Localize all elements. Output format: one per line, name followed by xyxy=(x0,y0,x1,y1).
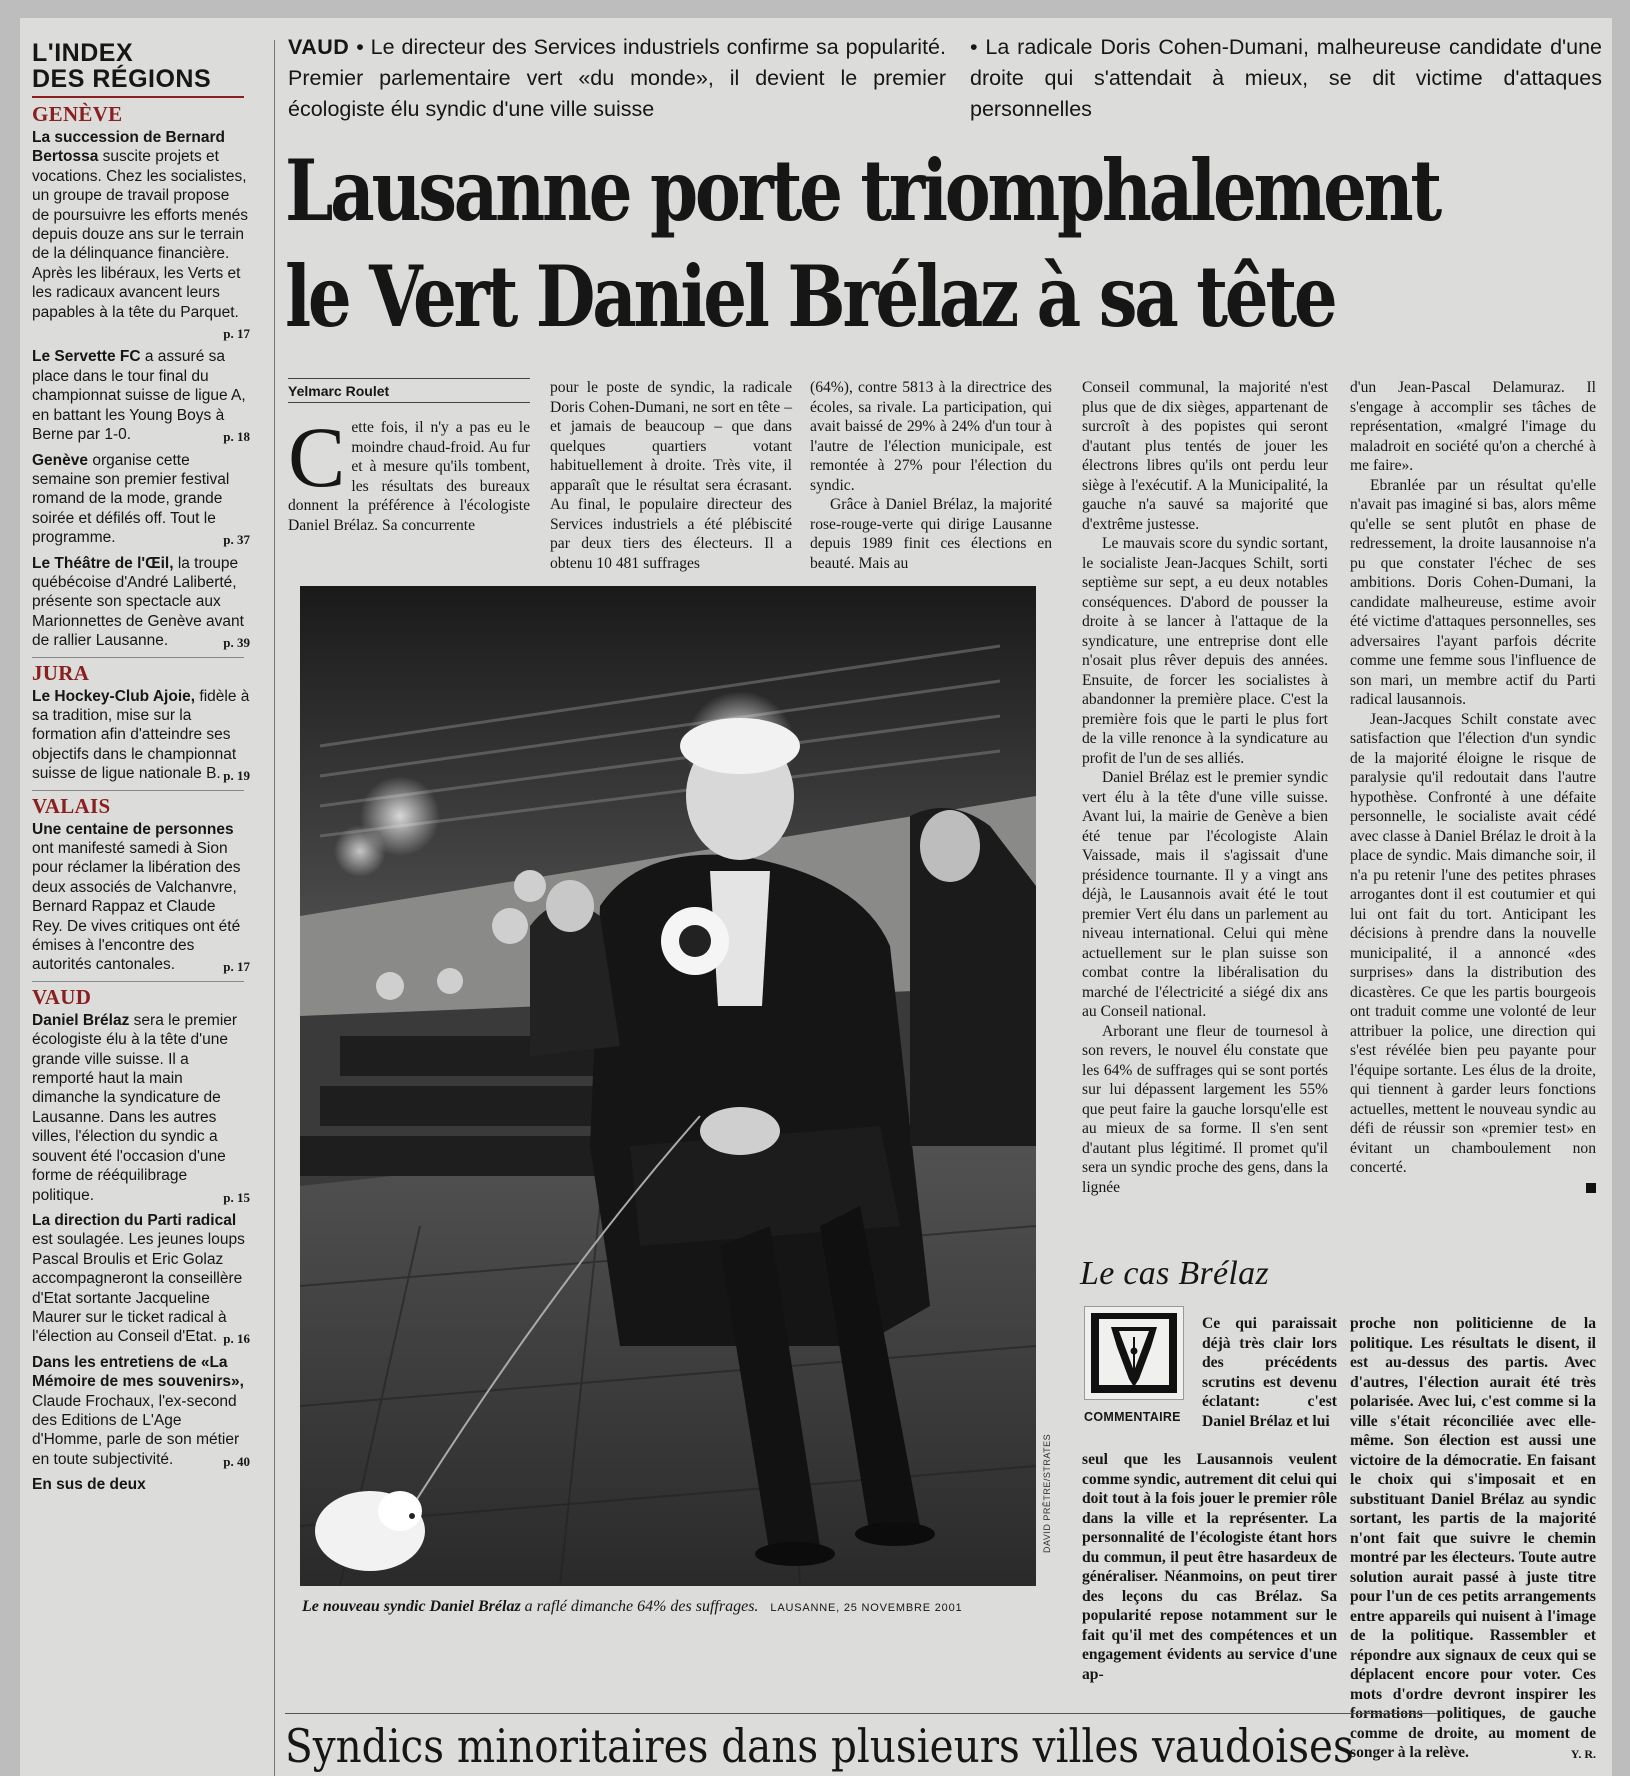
entry-page: p. 15 xyxy=(223,1189,250,1205)
region-geneve: GENÈVE xyxy=(32,102,123,126)
commentary-text: seul que les Lausannois veulent comme syndic, autrement dit celui qui doit tout à la fois jouer le premier rôle dans la ville et la représenter. La personnalité de l'écologiste étant hors du commun, il peut être hasardeux de généraliser. Néanmoins, on peut tirer des leçons du cas Brélaz. Sa popularité repose notamment sur le fait qu'il met des compétences et un engagement évidents au service d'une ap- xyxy=(1082,1451,1337,1683)
entry-lead: Le Hockey-Club Ajoie, xyxy=(32,687,196,705)
index-entry[interactable] xyxy=(32,451,250,550)
article-column-4 xyxy=(1082,378,1328,1197)
deck-left xyxy=(288,32,946,125)
article-text: Grâce à Daniel Brélaz, la majorité rose-rouge-verte qui dirige Lausanne depuis 1989 finit ces élections en beauté. Mais au xyxy=(810,496,1052,572)
author-initials: Y. R. xyxy=(1570,1747,1596,1761)
index-entry[interactable] xyxy=(32,347,250,446)
article-column-3 xyxy=(810,378,1052,573)
entry-page: p. 17 xyxy=(223,326,250,342)
entry-text: ont manifesté samedi à Sion pour réclamer la libération des deux associés de Valchanvre, Bernard Rappaz et Claude Rey. De vives critiques ont été émises à l'encontre des autorités cantonales. xyxy=(32,840,241,974)
regions-index xyxy=(28,40,275,1776)
article-text: Ebranlée par un résultat qu'elle n'avait pas imaginé si bas, alors même qu'elle se sent plutôt en phase de redressement, la droite lausannoise n'a pu que constater l'échec de ses ambitions. Doris Cohen-Dumani, la candidate malheureuse, estime avoir été victime d'attaques personnelles, ses adversaires l'ayant parfois décrite comme une femme sous l'influence de son mari, un membre actif du Parti radical lausannois. xyxy=(1350,476,1596,708)
commentary-body: proche non politicienne de la politique. Les résultats le disent, il est au-dessus des partis. Avec d'autres, l'élection aurait été très polarisée. Avec lui, c'est comme si la ville s'était réconciliée avec elle-même. Son élection est aussi une victoire de la démocratie. En faisant le choix qui s'imposait et en substituant Daniel Brélaz au syndic sortant, les partis de la majorité n'ont fait que suivre le chemin montré par les électeurs. Toute autre solution aurait passé à juste titre pour l'un de ces petits arrangements entre appareils qui nuisent à l'image de la politique. Rassembler et répondre aux signaux de ceux qui se déplacent encore pour voter. Ces mots d'ordre devront inspirer les formations politiques, de gauche comme de droite, au moment de songer à la relève. xyxy=(1350,1315,1596,1761)
deck-left-text: • Le directeur des Services industriels confirme sa popularité. Premier parlementaire vert «du monde», il devient le premier écologiste élu syndic d'une ville suisse xyxy=(288,35,946,121)
index-entry[interactable] xyxy=(32,820,250,977)
entry-text: fidèle à sa tradition, mise sur la formation afin d'atteindre ses objectifs dans le championnat suisse de ligue nationale B. xyxy=(32,687,250,783)
commentary-text: Ce qui paraissait déjà très clair lors des précédents scrutins est devenu éclatant: c'est Daniel Brélaz et lui xyxy=(1202,1315,1337,1430)
article-text: Arborant une fleur de tournesol à son revers, le nouvel élu constate que les 64% de suffrages qui se sont portés sur lui dépassent largement les 55% que peut faire la gauche lorsqu'elle est au mieux de sa forme. Il s'en sent d'autant plus légitimé. Il promet qu'il sera un syndic proche des gens, dans la lignée xyxy=(1082,1022,1328,1196)
photo-illustration xyxy=(300,586,1036,1586)
article-text: ette fois, il n'y a pas eu le moindre chaud-froid. Au fur et à mesure qu'ils tombent, les résultats des bureaux donnent la préférence à l'écologiste Daniel Brélaz. Sa concurrente xyxy=(288,419,530,534)
entry-lead: En sus de deux xyxy=(32,1476,146,1494)
pen-nib-icon xyxy=(1084,1306,1184,1400)
index-title-line2: DES RÉGIONS xyxy=(32,65,212,93)
drop-cap: C xyxy=(288,409,346,505)
entry-text: a assuré sa place dans le tour final du championnat suisse de ligue A, en battant les Young Boys à Berne par 1-0. xyxy=(32,348,246,444)
news-photo xyxy=(300,586,1036,1586)
photo-caption xyxy=(302,1598,1042,1616)
entry-text: la troupe québécoise d'André Laliberté, présente son spectacle aux Marionnettes de Genève avant de rallier Lausanne. xyxy=(32,554,244,650)
headline-line1: Lausanne porte triomphalement xyxy=(285,141,1439,240)
commentary-text xyxy=(1350,1314,1596,1765)
entry-lead: Daniel Brélaz xyxy=(32,1011,130,1029)
byline: Yelmarc Roulet xyxy=(288,378,530,403)
entry-text: sera le premier écologiste élu à la tête d'une grande ville suisse. Il a remporté haut la main dimanche la syndicature de Lausanne. Dans les autres villes, l'élection du syndic a souvent été l'occasion d'une forme de rééquilibrage politique. xyxy=(32,1011,238,1204)
entry-page: p. 37 xyxy=(223,532,250,548)
entry-text: organise cette semaine son premier festival romand de la mode, grande soirée et défilés off. Tout le programme. xyxy=(32,451,230,547)
article-text: pour le poste de syndic, la radicale Doris Cohen-Dumani, ne sort en tête – et jamais de beaucoup – que dans quelques quartiers votant habituellement à droite. Très vite, il apparaît que le résultat sera écrasant. Au final, le populaire directeur des Services industriels a été plébiscité par deux tiers des électeurs. Il a obtenu 10 481 suffrages xyxy=(550,379,792,572)
index-entry[interactable] xyxy=(32,1475,250,1494)
entry-lead: Dans les entretiens de «La Mémoire de mes souvenirs», xyxy=(32,1353,244,1391)
entry-lead: Le Servette FC xyxy=(32,348,141,366)
article-text: Conseil communal, la majorité n'est plus que de dix sièges, appartenant de surcroît à des popistes qui seront d'autant plus tentés de jouer les électrons libres qu'ils ont perdu leur siège à l'exécutif. A la Municipalité, la gauche n'a sauvé sa majorité que d'extrême justesse. xyxy=(1082,379,1328,533)
entry-page: p. 16 xyxy=(223,1331,250,1347)
index-entry[interactable] xyxy=(32,1011,250,1207)
entry-page: p. 18 xyxy=(223,429,250,445)
article-text: Le mauvais score du syndic sortant, le socialiste Jean-Jacques Schilt, sorti septième sur sept, a eu deux notables conséquences. D'abord de pousser la droite à se lancer à l'attaque de la syndicature, une entreprise dont elle n'osait plus rêver depuis des années. Ensuite, de forcer les socialistes à abandonner la première place. C'est la première fois que le parti le plus fort de la ville renonce à la syndicature au profit de l'un de ses alliés. xyxy=(1082,535,1328,767)
photo-credit: DAVID PRÊTRE/STRATES xyxy=(1042,1433,1052,1553)
end-mark xyxy=(1586,1183,1596,1193)
region-jura: JURA xyxy=(32,657,244,685)
index-entry[interactable] xyxy=(32,1211,250,1349)
entry-lead: Le Théâtre de l'Œil, xyxy=(32,554,174,572)
article-column-2 xyxy=(550,378,792,573)
index-entry[interactable] xyxy=(32,128,250,343)
article-text: Daniel Brélaz est le premier syndic vert élu à la tête d'une ville suisse. Avant lui, la mairie de Genève a bien été tenue par l'écologiste Alain Vaissade, mais il s'agissait d'une présidence tournante. Il y a vingt ans déjà, le Lausannois avait été le tout premier Vert élu dans un parlement au niveau international. Celui qui mène actuellement sur le plan suisse son combat contre la libéralisation du marché de l'électricité a siégé dix ans au Conseil national. xyxy=(1082,769,1328,1020)
entry-page: p. 40 xyxy=(223,1453,250,1469)
entry-lead: Une centaine de personnes xyxy=(32,820,234,838)
entry-page: p. 19 xyxy=(223,768,250,784)
region-valais: VALAIS xyxy=(32,790,244,818)
region-vaud: VAUD xyxy=(32,981,244,1009)
index-entry[interactable] xyxy=(32,554,250,653)
caption-place: LAUSANNE, 25 NOVEMBRE 2001 xyxy=(770,1602,963,1614)
caption-text: a raflé dimanche 64% des suffrages. xyxy=(524,1598,759,1615)
entry-lead: Genève xyxy=(32,451,89,469)
entry-page: p. 39 xyxy=(223,635,250,651)
entry-lead: La direction du Parti radical xyxy=(32,1211,237,1229)
commentary-title: Le cas Brélaz xyxy=(1080,1255,1269,1292)
headline xyxy=(285,138,1439,350)
article-text: (64%), contre 5813 à la directrice des écoles, sa rivale. La participation, qui avait baissé de 29% à 24% d'un tour à l'autre de l'élection municipale, est remontée à 27% pour l'élection du syndic. xyxy=(810,379,1052,494)
deck-right: • La radicale Doris Cohen-Dumani, malheureuse candidate d'une droite qui s'attendait à mieux, se dit victime d'attaques personnelles xyxy=(970,35,1602,121)
article-column-5 xyxy=(1350,378,1596,1193)
entry-lead: La succession de Bernard Bertossa xyxy=(32,129,225,166)
commentary-label: COMMENTAIRE xyxy=(1084,1410,1181,1424)
index-entry[interactable] xyxy=(32,687,250,786)
index-title xyxy=(32,40,244,98)
caption-lead: Le nouveau syndic Daniel Brélaz xyxy=(302,1598,521,1615)
entry-page: p. 17 xyxy=(223,959,250,975)
newspaper-page xyxy=(20,18,1612,1776)
index-entry[interactable] xyxy=(32,1353,250,1471)
index-title-line1: L'INDEX xyxy=(32,40,134,67)
article-text: Jean-Jacques Schilt constate avec satisfaction que l'élection d'un syndic de la majorité éloigne le risque de paralysie qu'il redoutait dans l'autre hypothèse. Confronté à une défaite personnelle, le socialiste avait cédé avec classe à Daniel Brélaz le droit à la place de syndic. Mais dimanche soir, il n'a pu retenir l'une des petites phrases arrogantes dont il est coutumier et qui lui ont fait du tort. Anticipant les décisions à prendre dans la nouvelle municipalité, il a annoncé «des surprises» dans la distribution des dicastères. Ce que les partis bourgeois ont traduit comme une volonté de leur attribuer la police, une direction qui s'est révélée bien peu payante pour l'équipe sortante. Les élus de la droite, qui tiennent à garder leurs fonctions actuelles, mettent le nouveau syndic au défi de réussir son «premier test» en évitant un chamboulement non concerté. xyxy=(1350,710,1596,1176)
entry-text: suscite projets et vocations. Chez les socialistes, un groupe de travail propose de poursuivre les efforts menés depuis douze ans sur le terrain de la délinquance financière. Après les libéraux, les Verts et les radicaux avancent leurs papables à la tête du Parquet. xyxy=(32,148,248,321)
entry-text: Claude Frochaux, l'ex-second des Editions de L'Age d'Homme, parle de son métier en toute subjectivité. xyxy=(32,1392,240,1468)
article-column-1 xyxy=(288,409,530,535)
deck-tag: VAUD xyxy=(288,35,350,59)
headline-line2: le Vert Daniel Brélaz à sa tête xyxy=(285,247,1335,346)
secondary-headline: Syndics minoritaires dans plusieurs villes vaudoises xyxy=(285,1713,1438,1774)
article-text: d'un Jean-Pascal Delamuraz. Il s'engage à accomplir ses tâches de représentation, «malgré l'image du maladroit en société qu'on a cherché à me faire». xyxy=(1350,379,1596,474)
entry-text: est soulagée. Les jeunes loups Pascal Broulis et Eric Golaz accompagneront la conseillère d'Etat sortante Jacqueline Maurer sur le ticket radical à l'élection au Conseil d'Etat. xyxy=(32,1231,245,1346)
